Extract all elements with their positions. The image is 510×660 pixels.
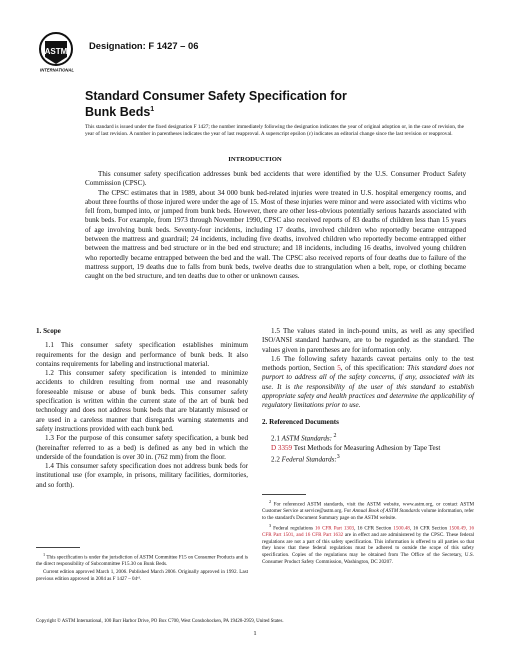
svg-text:ASTM: ASTM <box>44 47 68 56</box>
paragraph-1-2: 1.2 This consumer safety specification is intended to minimize accidents to children resulting from normal use and reasonably foreseeable misuse or abuse of bunk beds. This consumer safety specification is written within the current state of the art of bunk bed technology and does not address bunk beds that are blatantly misused or are used in a careless manner that disregards warning statements and safety instructions provided with each bunk bed. <box>36 369 248 433</box>
introduction-body <box>85 170 466 282</box>
footnotes-right <box>262 499 474 567</box>
introduction-heading: INTRODUCTION <box>228 156 282 163</box>
intro-paragraph: This consumer safety specification addresses bunk bed accidents that were identified by the U.S. Consumer Product Safety Commission (CPSC). <box>85 170 466 188</box>
paragraph-1-3: 1.3 For the purpose of this consumer safety specification, a bunk bed (hereinafter referred to as a bed) is defined as any bed in which the underside of the foundation is over 30 in. (762 mm) from the floor. <box>36 434 248 461</box>
astm-logo <box>36 30 80 76</box>
svg-text:INTERNATIONAL: INTERNATIONAL <box>40 67 74 73</box>
footnotes-left <box>36 552 248 584</box>
footnote-1-edition: Current edition approved March 1, 2006. Published March 2006. Originally approved in 1992. Last previous edition approved in 2004 as F 1427 – 04ᵉ¹. <box>36 569 248 582</box>
title-line-1: Standard Consumer Safety Specification for <box>85 89 347 103</box>
page-number: 1 <box>253 630 257 637</box>
section-5-link[interactable]: 5 <box>337 364 341 373</box>
footnote-ref-2[interactable]: 2 <box>332 432 337 439</box>
d3359-link[interactable]: D 3359 <box>271 443 293 452</box>
issue-note: This standard is issued under the fixed designation F 1427; the number immediately following the designation indicates the year of original adoption or, in the case of revision, the year of last revision. A number in parentheses indicates the year of last reapproval. A superscript epsilon (ε) indicates an editorial change since the last revision or reapproval. <box>85 124 465 138</box>
paragraph-1-4: 1.4 This consumer safety specification does not address bunk beds for institutional use (for example, in prisons, military facilities, dormitories, and so forth). <box>36 462 248 489</box>
section-heading-scope: 1. Scope <box>36 327 61 335</box>
title-line-2: Bunk Beds$^1$ <box>85 105 155 120</box>
paragraph-1-1: 1.1 This consumer safety specification establishes minimum requirements for the design and performance of bunk beds. It also contains requirements for labeling and instructional material. <box>36 341 248 368</box>
designation: Designation: F 1427 – 06 <box>89 40 199 51</box>
section-heading-referenced-documents: 2. Referenced Documents <box>262 417 339 426</box>
footnote-divider <box>262 494 306 495</box>
reference-d3359: D 3359 Test Methods for Measuring Adhesion by Tape Test <box>271 443 441 452</box>
paragraph-1-5: 1.5 The values stated in inch-pound units, as well as any specified ISO/ANSI standard hardware, are to be regarded as the standard. The values given in parentheses are for information only. <box>262 327 474 354</box>
paragraph-1-6: 1.6 The following safety hazards caveat pertains only to the test methods portion, Section 5, of this specification: This standard does not purport to address all of the safety concerns, if any, associated with its use. It is the responsibility of the user of this standard to establish appropriate safety and health practices and determine the applicability of regulatory limitations prior to use. <box>262 354 474 410</box>
intro-paragraph: The CPSC estimates that in 1989, about 34 000 bunk bed-related injuries were treated in U.S. hospital emergency rooms, and about three fourths of those injured were under the age of 15. Most of these injuries were minor and were associated with victims who fell from, bumped into, or jumped from bunk beds. However, there are other less-obvious potentially serious hazards associated with bunk beds. For example, from 1973 through November 1990, CPSC also received reports of 83 deaths of children less than 15 years of age involving bunk beds. Seventy-four incidents, including 17 deaths, involved children who reportedly became entrapped between the mattress and guardrail; 24 incidents, including five deaths, involved children who reportedly become entrapped either between the mattress and bed structure or in the bed end structure; and 18 incidents, including 16 deaths, involved young children who reportedly became entrapped between the bed and the wall. The CPSC also received reports of four deaths due to failure of the mattress support, 19 deaths due to falls from bunk beds, twelve deaths due to strangulation when a belt, rope, or clothing became caught on the bed structure, and ten deaths due to other or unknown causes. <box>85 188 466 281</box>
document-title <box>85 90 347 119</box>
paragraph-2-2: 2.2 Federal Standards:$^3$ <box>271 453 340 464</box>
cfr-parts-link[interactable]: 1500.49, 16 CFR Part 1501, and 16 CFR Part 1632 <box>262 525 474 539</box>
cfr-1500-48-link[interactable]: 1500.48 <box>393 525 410 532</box>
footnote-2: $^2$ For referenced ASTM standards, visit the ASTM website, www.astm.org, or contact ASTM Customer Service at service@astm.org. For Annual Book of ASTM Standards volume information, refer to the standard's Document Summary page on the ASTM website. <box>262 499 474 521</box>
left-column <box>36 327 248 490</box>
right-column <box>262 327 474 465</box>
cfr-1303-link[interactable]: 16 CFR Part 1303 <box>315 525 355 532</box>
footnote-divider <box>36 547 80 548</box>
footnote-1: $^1$ This specification is under the jurisdiction of ASTM Committee F15 on Consumer Products and is the direct responsibility of Subcommittee F15.30 on Bunk Beds. <box>36 552 248 568</box>
title-footnote-ref[interactable]: 1 <box>150 106 155 113</box>
copyright-line: Copyright © ASTM International, 100 Barr Harbor Drive, PO Box C700, West Conshohocken, PA 19428-2959, United States. <box>36 619 284 624</box>
footnote-3: $^3$ Federal regulations 16 CFR Part 1303, 16 CFR Section 1500.48, 16 CFR Section 1500.49, 16 CFR Part 1501, and 16 CFR Part 1632 are in effect and are administered by the CPSC. These federal regulations are not a part of this safety specification. This information is offered to all parties so that they know that these federal regulations must be adhered to outside the scope of this safety specification. Copies of the regulations may be obtained from The Office of the Secretary, U.S. Consumer Product Safety Commission, Washington, DC 20207. <box>262 522 474 565</box>
footnote-ref-3[interactable]: 3 <box>336 453 340 460</box>
paragraph-2-1: 2.1 ASTM Standards: $^2$ <box>271 432 337 443</box>
